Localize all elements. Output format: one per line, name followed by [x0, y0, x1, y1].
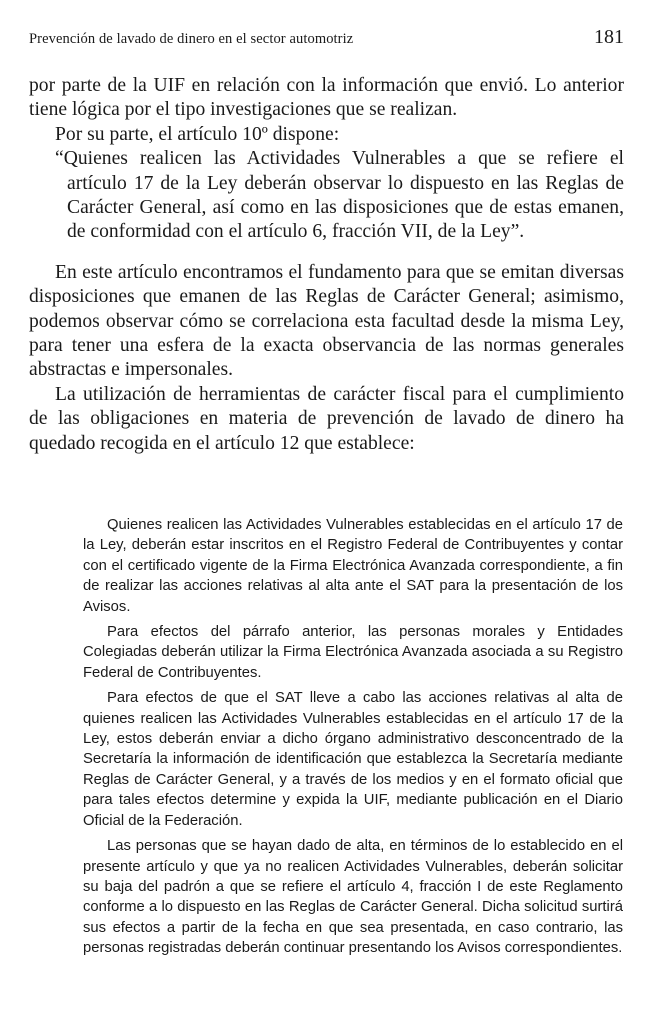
paragraph-1: por parte de la UIF en relación con la información que envió. Lo anterior tiene lógica por el tipo investigaciones que se realizan. — [29, 75, 624, 121]
page-number: 181 — [594, 26, 624, 48]
legal-excerpt — [83, 515, 623, 964]
body-text — [29, 74, 624, 456]
excerpt-paragraph-2: Para efectos del párrafo anterior, las personas morales y Entidades Colegiadas deberán utilizar la Firma Electrónica Avanzada asociada a su Registro Federal de Contribuyentes. — [83, 624, 623, 681]
paragraph-2: Por su parte, el artículo 10º dispone: — [55, 123, 340, 145]
paragraph-4: La utilización de herramientas de carácter fiscal para el cumplimiento de las obligaciones en materia de prevención de lavado de dinero ha quedado recogida en el artículo 12 que establece: — [29, 383, 624, 454]
excerpt-paragraph-3: Para efectos de que el SAT lleve a cabo las acciones relativas al alta de quienes realicen las Actividades Vulnerables establecidas en el artículo 17 de la Ley, estos deberán enviar a dicho órgano administrativo desconcentrado de la Secretaría la información de identificación que establezca la Secretaría mediante Reglas de Carácter General, y a través de los medios y en el formato oficial que para tales efectos determine y expida la UIF, mediante publicación en el Diario Oficial de la Federación. — [83, 690, 623, 829]
block-quote: “Quienes realicen las Actividades Vulnerables a que se refiere el artículo 17 de la Ley deberán observar lo dispuesto en las Reglas de Carácter General, así como en las disposiciones que de estas emanen, de conformidad con el artículo 6, fracción VII, de la Ley”. — [55, 148, 624, 243]
excerpt-paragraph-1: Quienes realicen las Actividades Vulnerables establecidas en el artículo 17 de la Ley, deberán estar inscritos en el Registro Federal de Contribuyentes y contar con el certificado vigente de la Firma Electrónica Avanzada correspondiente, a fin de realizar las acciones relativas al alta ante el SAT para la presentación de los Avisos. — [83, 517, 623, 615]
excerpt-paragraph-4: Las personas que se hayan dado de alta, en términos de lo establecido en el presente artículo y que ya no realicen Actividades Vulnerables, deberán solicitar su baja del padrón a que se refiere el artículo 4, fracción I de este Reglamento conforme a lo dispuesto en las Reglas de Carácter General. Dicha solicitud surtirá sus efectos a partir de la fecha en que sea presentada, en caso contrario, las personas registradas deberán continuar presentando los Avisos correspondientes. — [83, 838, 623, 957]
running-head: Prevención de lavado de dinero en el sector automotriz — [29, 31, 354, 47]
page-header — [29, 26, 624, 52]
paragraph-3: En este artículo encontramos el fundamento para que se emitan diversas disposiciones que emanen de las Reglas de Carácter General; asimismo, podemos observar cómo se correlaciona esta facultad desde la misma Ley, para tener una esfera de la exacta observancia de las normas generales abstractas e impersonales. — [29, 261, 624, 381]
